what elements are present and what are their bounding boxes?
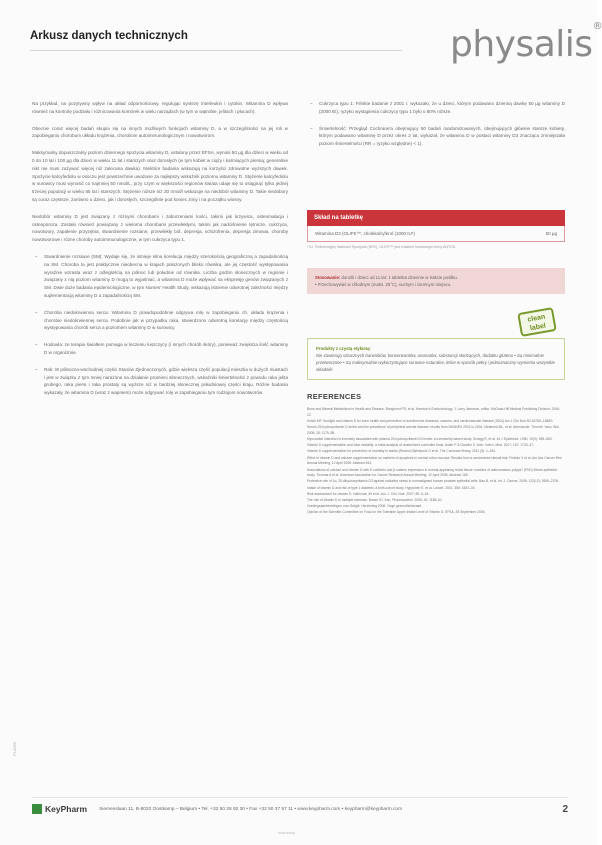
- usage-text: dorośli i dzieci od 11 lat: 1 tabletka dziennie w trakcie posiłku.: [341, 275, 458, 280]
- clean-label-text: Nie zawierają sztucznych barwników, konserwantów, aromatów, substancji słodzących, dodatku glutenu • Są minimalnie przetworzone • Są maksymalnie wykorzystujące surowce naturalne, które w sposób pełny i jednoznaczny wymienia wszystkie składniki: [316, 353, 555, 372]
- header-divider: [30, 50, 402, 51]
- right-column: [307, 100, 565, 157]
- clean-label-title: Produkty z czystą etykietą:: [316, 346, 371, 351]
- reference-item: Risk assessment for vitamin D. Hathcock JN et al. Am. J. Clin. Nutr. 2007; 85: 6–18.: [307, 491, 430, 496]
- paragraph: Obecnie coraz więcej badań skupia się na innych możliwych funkcjach witaminy D, a w szczególności na jej roli w zapobieganiu chorobom układu krążenia, chorobom autoimmunologicznym i nowotworom.: [32, 125, 288, 139]
- reference-item: Voedingsaanbevelingen voor België, Herziening 2006. Hoge gezondheidsraad.: [307, 504, 423, 509]
- list-item: – Cukrzyca typu 1: Fińskie badanie z 2001 r. wykazało, że u dzieci, którym podawano dzienną dawkę 50 µg witaminy D (2000 IE), ryzyko wystąpienia cukrzycy typu 1 było o 80% niższe.: [307, 100, 565, 116]
- reference-item: The role of vitamin D in multiple sclerosis. Brown SJ. Ann. Pharmacother. 2006; 40: 1158–61.: [307, 498, 443, 503]
- physalis-logo: physalis®: [450, 21, 602, 65]
- reference-item: Holick MF. Sunlight and vitamin D for bone health and prevention of autoimmune diseases, cancers, and cardiovascular disease (2004) Am J Clin Nutr 80:1678S–1688S.: [307, 418, 554, 423]
- composition-note: * IU, Referencyjny Wartości Spożycia (NRV), OLIFE™ jest znakiem towarowym firmy ANTOS.: [307, 245, 457, 249]
- paragraph: Niedobór witaminy D jest związany z różnymi chorobami i zaburzeniami kości, takimi jak krzywica, osteomalacja i osteoporoza. Zostało również powiązany z wieloma chorobami przewlekłymi, takimi jak nadciśnienie tętnicze, cukrzyca, nowotwory, zapalenie przyzębia, stwardnienie rozsiane, przewlekły ból, depresja, schizofrenia, depresja zimowa, choroby nowotworowe i różne choroby autoimmunologiczne, w tym cukrzyca typu 1.: [32, 213, 288, 243]
- reference-item: Intake of vitamin D and risk of type 1 diabetes: a birth-cohort study. Hyppönen E, et al. Lancet. 2001; 358: 1500–03.: [307, 485, 476, 490]
- usage-title: Stosowanie:: [315, 275, 341, 280]
- list-item: – Stwardnienie rozsiane (SM): Wydaje się, że istnieje silna korelacja między szerokością geograficzną a zapadalnością na SM. Choroba ta jest praktycznie nieobecna w krajach położonych blisko równika, ale jej częstość występowania wyraźnie wzrasta wraz z odległością na północ lub południe od równika. Liczba godzin słonecznych w regionie i związany z nią poziom witaminy D mogą to wyjaśniać, a witamina D może wpływać na ekspresję genów związanych z SM. Dwie duże badania epidemiologiczne, w tym Nurses' Health Study, wskazują istnienie odwrotnej zależności między suplementacją witaminy D a zapadalnością SM.: [32, 253, 288, 300]
- disease-list: [32, 253, 288, 397]
- usage-box: Stosowanie: dorośli i dzieci od 11 lat: 1 tabletka dziennie w trakcie posiłku. • Przechowywać w chłodnym (maks. 25°C), suchym i ciemnym miejscu.: [307, 268, 565, 294]
- reference-item: Protective role of 1α, 25-dihydroxyvitamin D3 against oxidative stress in nonmalignant human prostate epithelial cells. Bao B, et al. Int. J. Cancer. 2008; 122(12): 2699–2706.: [307, 479, 560, 484]
- reference-item: Serum 25-hydroxyvitamin D levels and the prevalence of peripheral arterial disease: results from NHANES 2001 to 2004. Melamed ML, et al. Arterioscler. Thromb. Vasc. Biol. 2008; 28: 1179–85.: [307, 425, 560, 435]
- footer: [32, 800, 568, 818]
- clean-label-badge: clean label: [517, 307, 557, 337]
- reference-item: Vitamin D supplementation for prevention of mortality in adults (Review) Bjelakovic G et al. The Cochrane library, 2011 (9): 1–254.: [307, 449, 497, 454]
- ingredient-name: Witamina D3 (OLIFE™, cholekalcyferol (1000 IU*): [315, 231, 416, 236]
- ingredient-amount: 50 µg: [545, 231, 557, 236]
- left-column: [32, 100, 288, 406]
- list-item: – Choroba niedokrwienna serca: Witamina D prawdopodobnie odgrywa rolę w zapobieganiu ch. układu krążenia i chorobie niedokrwiennej serca. Podobnie jak w przypadku raka, stwierdzono odwrotną korelację między częstością występowania chorób serca a poziomem witaminy D w surowicy.: [32, 309, 288, 332]
- paragraph: Na przykład, na pozytywny wpływ na układ odpornościowy, regulując syntezę interleukin i cytokin. Witamina D wpływa również na kontrolę podziału i różnicowania komórek w wielu narządach (w tym w wątrobie, jelitach i płucach).: [32, 101, 288, 114]
- composition-row: [307, 226, 565, 242]
- list-item: – Rak: W północno-wschodniej części Stanów Zjednoczonych, gdzie większa część populacji mieszka w dużych miastach i jest w związku z tym mniej narażona na działanie promieni słonecznych, wskaźniki śmiertelności z powodu raka jelita grubego, raka piersi i raka prostaty są wyższe niż w bardziej słonecznej południowej części kraju. Różne badania wykazały, że witamina D (wraz z wapniem) może odgrywać rolę w zapobieganiu tym rodzajom nowotworów.: [32, 366, 288, 397]
- page-title: Arkusz danych technicznych: [30, 30, 188, 42]
- page-number: 2: [562, 803, 568, 815]
- watermark: scanshop: [278, 830, 296, 835]
- keypharm-logo: KeyPharm: [45, 804, 88, 814]
- reference-item: Myocardial Infarction is Inversely associated with plasma 25-hydroxyvitamin D3 levels: a community-based study. Scragg R, et al. Int J Epidemiol. 1990; 19(3): 559–563.: [307, 437, 553, 442]
- disease-list-continued: [307, 100, 565, 148]
- document-code: PI-0259: [12, 741, 17, 756]
- keypharm-logo-icon: [32, 804, 42, 814]
- list-item: – Śmiertelność: Przegląd Cochrane'a obejmujący 50 badań randomizowanych, obejmujących głównie starsze kobiety, którym podawano witaminę D przez okres 2 lat, wykazał, że witamina D w postaci witaminy D3 znacząco zmniejszała poziom śmiertelności (RR = ryzyko względne) < 1).: [307, 125, 565, 148]
- reference-item: Associations of calcium and vitamin D with E-cadherin and β-catenin expression in normal-appearing rectal tissue: markers of adenomatous polyps? (PhD) Illinois epithelial study. Thomas A et al. American Association for Cancer Research Annual Meeting, 12 April 2008, Abstract 165.: [307, 467, 557, 478]
- footer-contact: Siemenslaan 11, B-8020 Oostkamp – Belgium • Tel. +32 50 28 92 30 • Fax +32 50 37 57 11 • www.keypharm.com • keypharm@keypharm.com: [99, 806, 403, 812]
- composition-title: Skład na tabletkę: [307, 210, 565, 226]
- footer-divider: [32, 797, 568, 798]
- paragraph: Maksymalny dopuszczalny poziom dziennego spożycia witaminy D, ustalony przez EFSA, wynosi 50 µg dla dzieci w wieku od 0 do 10 lat i 100 µg dla dzieci w wieku 11 lat i starszych oraz dorosłych (w tym kobiet w ciąży i karmiących piersią; generalnie nikt nie musi zażywać więcej niż zalecana dawka). Niektóre badania wskazują na korzyści zdrowotne wyższych dawek. Spożycie kalcyfediolu w osoczu jest powszechnie uważane za najlepszy wskaźnik poziomu witaminy D. Stężenie kalcyfediolu w surowicy musi wynosić co najmniej 50 nmol/L, przy czym w większości regionów świata udaje się to osiągnąć tylko jednej trzeciej populacji w wieku 65 lat i starszych. Stężenie niższe niż 30 nmol/l wskazuje na niedobór witaminy D. Takie niedobory są coraz częstsze, zarówno u dzieci, jak i dorosłych, szczególnie pod koniec zimy i na początku wiosny.: [32, 150, 288, 202]
- reference-item: Vitamin D supplementation and total mortality: a meta-analysis of randomized controlled trials. Autier P & Gandini S. Arch. Intern. Med. 2007; 167: 1730–37.: [307, 443, 534, 448]
- storage-text: Przechowywać w chłodnym (maks. 25°C), suchym i ciemnym miejscu.: [317, 282, 452, 287]
- list-item: – Hodowla: ze terapia światłem pomaga w leczeniu łuszczycy (i innych chorób skóry), ponieważ zwiększa ilość witaminy D w organizmie.: [32, 341, 288, 357]
- reference-item: Bone and Mineral Metabolism in Health and Disease. Bringhurst FR, et al. Harrison's Endocrinology, J. Larry Jameson, editor. McGraw-Hill Medical Publishing Division, 2006: 22.: [307, 407, 560, 417]
- clean-label-box: [307, 338, 565, 380]
- reference-item: Effect of vitamin D and calcium supplementation on markers of apoptosis in normal colon mucosa: Results from a randomized clinical trial. Fedirko V et al. Am Ass Cancer Res Annual Meeting, 12 April 2008. Abstract 464.: [307, 455, 562, 466]
- references-list: [307, 407, 565, 517]
- reference-item: Opinion of the Scientific Committee on Food on the Tolerable Upper Intake Level of Vitamin D. EFSA, 28 September 2006.: [307, 510, 486, 515]
- references-title: REFERENCES: [307, 392, 362, 401]
- composition-table: [307, 210, 565, 249]
